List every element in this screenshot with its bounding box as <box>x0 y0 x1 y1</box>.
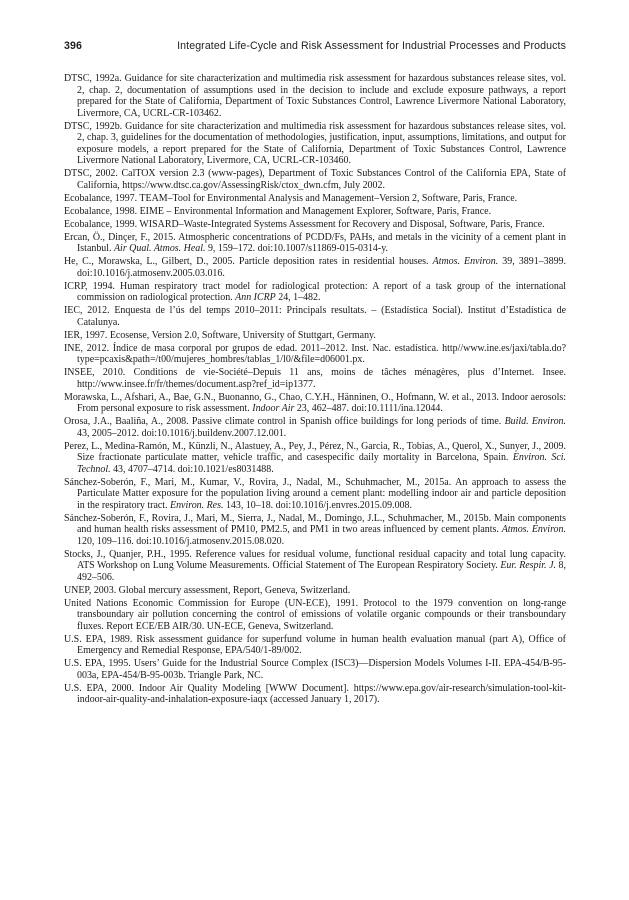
journal-name: Environ. Res. <box>170 499 224 511</box>
reference-list <box>64 73 566 863</box>
reference-text: INSEE, 2010. Conditions de vie-Société–Depuis 11 ans, moins de tâches ménagères, plus d’Internet. Insee. http://www.insee.fr/fr/themes/document.asp?ref_id=ip1377. <box>64 367 566 390</box>
reference-text: U.S. EPA, 1989. Risk assessment guidance for superfund volume in human health evaluation manual (part A), Office of Emergency and Remedial Response, EPA/540/1-89/002. <box>64 633 566 656</box>
journal-name: Build. Environ. <box>504 416 566 427</box>
reference-entry <box>64 343 566 366</box>
reference-text: Morawska, L., Afshari, A., Bae, G.N., Buonanno, G., Chao, C.Y.H., Hänninen, O., Hofmann, W. et al., 2013. Indoor aerosols: From personal exposure to risk assessment. <box>64 391 566 414</box>
reference-text: Stocks, J., Quanjer, P.H., 1995. Reference values for residual volume, functional residual capacity and total lung capacity. ATS Workshop on Lung Volume Measurements. Official Statement of The European Respiratory Society. <box>64 548 566 571</box>
reference-entry <box>64 549 566 584</box>
reference-text: Ecobalance, 1997. TEAM–Tool for Environmental Analysis and Management–Version 2, Software, Paris, France. <box>64 192 518 204</box>
reference-entry <box>64 683 566 706</box>
reference-entry <box>64 219 566 231</box>
reference-entry <box>64 168 566 191</box>
reference-text: Perez, L., Medina-Ramón, M., Künzli, N., Alastuey, A., Pey, J., Pérez, N., Garcia, R., Tobias, A., Querol, X., Sunyer, J., 2009. Size fractionate particulate matter, vehicle traffic, and casespecific daily mortality in Barcelona, Spain. <box>64 440 566 463</box>
reference-entry <box>64 256 566 279</box>
reference-text: Sánchez-Soberón, F., Mari, M., Kumar, V., Rovira, J., Nadal, M., Schuhmacher, M., 2015a. An approach to assess the Particulate Matter exposure for the population living around a cement plant: modelling indoor air and particle deposition in the respiratory tract. <box>64 476 566 511</box>
reference-entry <box>64 513 566 548</box>
reference-text: United Nations Economic Commission for Europe (UN-ECE), 1991. Protocol to the 1979 convention on long-range transboundary air pollution concerning the control of emissions of volatile organic compounds or their transboundary fluxes. Report ECE/EB AIR/30. UN-ECE, Geneva, Switzerland. <box>64 597 566 632</box>
reference-text: 43, 4707–4714. doi:10.1021/es8031488. <box>110 463 274 475</box>
reference-text: 23, 462–487. doi:10.1111/ina.12044. <box>294 403 443 414</box>
reference-entry <box>64 232 566 255</box>
reference-entry <box>64 367 566 390</box>
reference-entry <box>64 193 566 205</box>
reference-entry <box>64 441 566 476</box>
reference-text: 8, 492–506. <box>77 560 566 583</box>
journal-name: Air Qual. Atmos. Heal. <box>113 243 206 254</box>
reference-entry <box>64 634 566 657</box>
reference-text: DTSC, 1992b. Guidance for site characterization and multimedia risk assessment for hazardous substances release sites, vol. 2, chap. 3, guidelines for the documentation of methodologies, justification, input, assumptions, limitations, and output for exposure models, a report prepared for the State of California, Department of Toxic Substances Control, Lawrence Livermore National Laboratory, Livermore, CA, UCRL-CR-103460. <box>64 120 566 166</box>
reference-text: 24, 1–482. <box>275 292 321 303</box>
reference-text: 43, 2005–2012. doi:10.1016/j.buildenv.2007.12.001. <box>77 427 287 439</box>
reference-text: He, C., Morawska, L., Gilbert, D., 2005. Particle deposition rates in residential houses. <box>64 256 433 267</box>
reference-entry <box>64 416 566 439</box>
reference-entry <box>64 477 566 512</box>
reference-entry <box>64 585 566 597</box>
reference-entry <box>64 73 566 119</box>
reference-text: UNEP, 2003. Global mercury assessment, Report, Geneva, Switzerland. <box>64 584 351 596</box>
page-header <box>64 40 566 56</box>
journal-name: Atmos. Environ. <box>501 524 566 535</box>
reference-text: IEC, 2012. Enquesta de l’ús del temps 2010–2011: Principals resultats. – (Estadística Social). Institut d’Estadística de Catalunya. <box>64 305 566 328</box>
journal-name: Environ. Sci. Technol. <box>77 452 566 475</box>
running-title: Integrated Life-Cycle and Risk Assessment for Industrial Processes and Products <box>177 40 566 52</box>
reference-text: U.S. EPA, 1995. Users’ Guide for the Industrial Source Complex (ISC3)—Dispersion Models Volumes I-II. EPA-454/B-95-003a, EPA-454/B-95-003b. Triangle Park, NC. <box>64 658 566 681</box>
reference-text: DTSC, 1992a. Guidance for site characterization and multimedia risk assessment for hazardous substances release sites, vol. 2, chap. 2, documentation of assumptions used in the decision to include and exclude exposure pathways, a report prepared for the State of California, Department of Toxic Substances Control, Lawrence Livermore National Laboratory, Livermore, CA, UCRL-CR-103462. <box>64 73 566 119</box>
reference-text: 120, 109–116. doi:10.1016/j.atmosenv.2015.08.020. <box>77 535 285 547</box>
reference-text: 143, 10–18. doi:10.1016/j.envres.2015.09.008. <box>223 499 412 511</box>
reference-entry <box>64 305 566 328</box>
reference-entry <box>64 598 566 633</box>
reference-text: ICRP, 1994. Human respiratory tract model for radiological protection: A report of a task group of the international commission on radiological protection. <box>64 280 566 303</box>
reference-text: Sánchez-Soberón, F., Rovira, J., Mari, M., Sierra, J., Nadal, M., Domingo, J.L., Schuhmacher, M., 2015b. Main components and human health risks assessment of PM10, PM2.5, and PM1 in two areas influenced by cement plants. <box>64 512 566 535</box>
reference-entry <box>64 121 566 167</box>
reference-entry <box>64 330 566 342</box>
reference-text: IER, 1997. Ecosense, Version 2.0, Software, University of Stuttgart, Germany. <box>64 329 376 341</box>
reference-text: 9, 159–172. doi:10.1007/s11869-015-0314-y. <box>205 243 389 254</box>
reference-entry <box>64 281 566 304</box>
reference-entry <box>64 658 566 681</box>
journal-name: Ann ICRP <box>235 292 276 303</box>
reference-entry <box>64 392 566 415</box>
reference-text: DTSC, 2002. CalTOX version 2.3 (www-pages), Department of Toxic Substances Control of the California EPA, State of California, https://www.dtsc.ca.gov/AssessingRisk/ctox_dwn.cfm, July 2002. <box>64 168 566 191</box>
reference-text: U.S. EPA, 2000. Indoor Air Quality Modeling [WWW Document]. https://www.epa.gov/air-research/simulation-tool-kit-indoor-air-quality-and-inhalation-exposure-iaqx (accessed January 1, 2017). <box>64 682 566 705</box>
reference-entry <box>64 206 566 218</box>
reference-text: Ecobalance, 1998. EIME – Environmental Information and Management Explorer, Software, Paris, France. <box>64 205 492 217</box>
reference-text: INE, 2012. Índice de masa corporal por grupos de edad. 2011–2012. Inst. Nac. estadística. http//www.ine.es/jaxi/tabla.do?type=pcaxis&path=/t00/mujeres_hombres/tablas_1/l0/&file=d06001.px. <box>64 342 566 365</box>
page-number: 396 <box>64 40 82 52</box>
journal-name: Atmos. Environ. <box>432 256 499 267</box>
reference-text: Orosa, J.A., Baaliña, A., 2008. Passive climate control in Spanish office buildings for long periods of time. <box>64 416 505 427</box>
journal-name: Eur. Respir. J. <box>500 560 556 571</box>
reference-text: 39, 3891–3899. doi:10.1016/j.atmosenv.2005.03.016. <box>77 256 566 279</box>
journal-name: Indoor Air <box>252 403 295 414</box>
reference-text: Ercan, Ö., Dinçer, F., 2015. Atmospheric concentrations of PCDD/Fs, PAHs, and metals in the vicinity of a cement plant in Istanbul. <box>64 231 566 254</box>
reference-text: Ecobalance, 1999. WISARD–Waste-Integrated Systems Assessment for Recovery and Disposal, Software, Paris, France. <box>64 218 545 230</box>
